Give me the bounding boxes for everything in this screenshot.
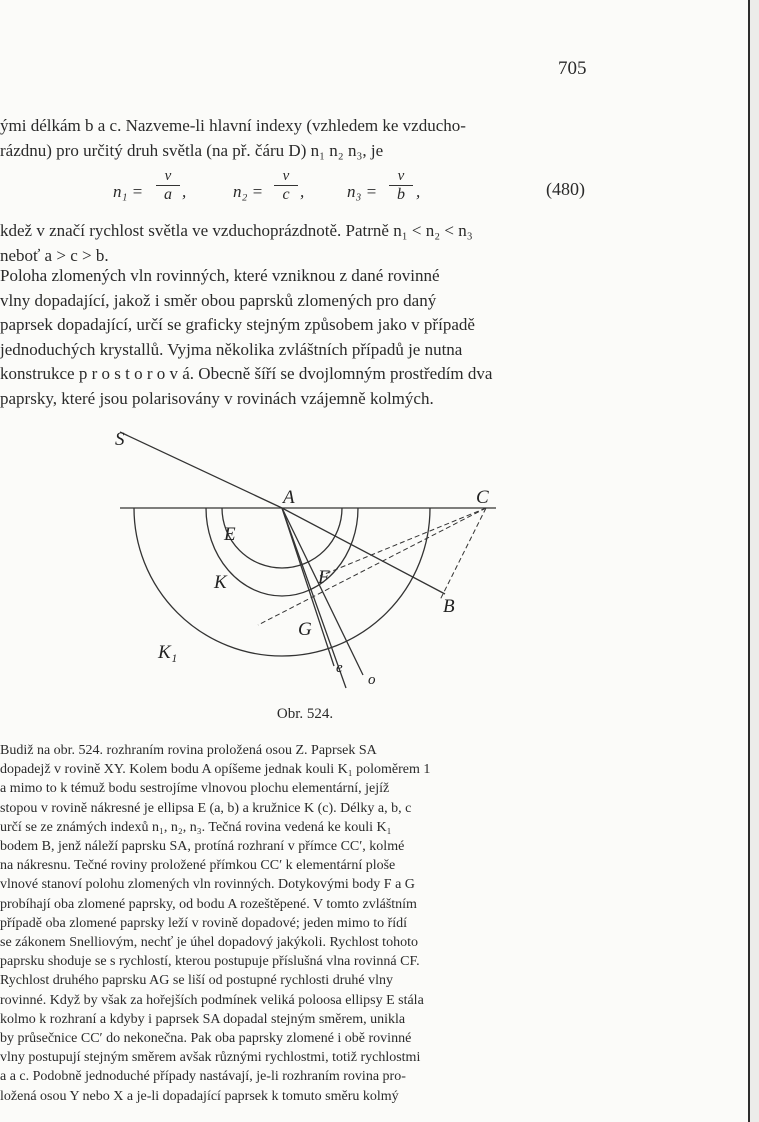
equation-lhs: n₃ = bbox=[347, 182, 378, 201]
equation-separator: , bbox=[416, 182, 421, 201]
tangent-CF bbox=[320, 508, 486, 576]
label-A: A bbox=[283, 487, 295, 508]
text-line: rovinné. Když by však za hořejších podmínek veliká poloosa ellipsy E stála bbox=[0, 992, 424, 1008]
fraction-numerator: v bbox=[397, 168, 405, 184]
label-S: S bbox=[115, 429, 125, 450]
equation-separator: , bbox=[300, 182, 305, 201]
text-line: kolmo k rozhraní a kdyby i paprsek SA dopadal stejným směrem, unikla bbox=[0, 1011, 406, 1027]
text-line: ými délkám b a c. Nazveme-li hlavní indexy (vzhledem ke vzducho- bbox=[0, 116, 466, 135]
text-line: rázdnu) pro určitý druh světla (na př. čáru D) n₁ n₂ n₃, je bbox=[0, 140, 384, 160]
figure-caption bbox=[0, 706, 600, 723]
label-B: B bbox=[443, 596, 455, 617]
page-edge-spine bbox=[748, 0, 759, 1122]
equation-lhs: n₁ = bbox=[113, 182, 144, 201]
equation-fraction bbox=[389, 168, 413, 204]
fraction-denominator: a bbox=[164, 186, 172, 203]
equation-fraction bbox=[156, 168, 180, 204]
label-o: o bbox=[368, 672, 376, 688]
fraction-denominator: c bbox=[282, 186, 290, 203]
text-line: vlny postupují stejným směrem avšak různými rychlostmi, totiž rychlostmi bbox=[0, 1050, 421, 1066]
text-line: konstrukce p r o s t o r o v á. Obecně šíří se dvojlomným prostředím dva bbox=[0, 364, 493, 383]
circle-K-arc bbox=[222, 508, 342, 568]
text-line: paprsku shoduje se s rychlostí, kterou postupuje příslušná vlna rovinná CF. bbox=[0, 954, 420, 970]
text-line: neboť a > c > b. bbox=[0, 245, 109, 265]
equation-lhs: n₂ = bbox=[233, 182, 264, 201]
text-line: kdež v značí rychlost světla ve vzduchoprázdnotě. Patrně n₁ < n₂ < n₃ bbox=[0, 221, 473, 240]
equation-separator: , bbox=[182, 182, 187, 201]
text-line: Poloha zlomených vln rovinných, které vzniknou z dané rovinné bbox=[0, 266, 440, 285]
label-G: G bbox=[298, 619, 312, 640]
text-line: Budiž na obr. 524. rozhraním rovina proložená osou Z. Paprsek SA bbox=[0, 743, 377, 758]
equation-480 bbox=[0, 168, 600, 220]
label-K: K bbox=[214, 572, 227, 593]
text-line: paprsek dopadající, určí se graficky stejným způsobem jako v případě bbox=[0, 315, 475, 334]
equation-fraction bbox=[274, 168, 298, 204]
equation-number: (480) bbox=[546, 179, 585, 199]
text-line: paprsky, které jsou polarisovány v rovinách vzájemně kolmých. bbox=[0, 388, 434, 408]
fraction-numerator: v bbox=[164, 168, 172, 184]
label-F: F bbox=[318, 567, 330, 588]
text-line: Rychlost druhého paprsku AG se liší od postupné rychlosti druhé vlny bbox=[0, 973, 393, 989]
label-C: C bbox=[476, 487, 489, 508]
text-line: bodem B, jenž náleží paprsku SA, protíná rozhraní v přímce CC′, kolmé bbox=[0, 839, 405, 854]
fraction-numerator: v bbox=[282, 168, 290, 184]
text-line: na nákresnu. Tečné roviny proložené přímkou CC′ k elementární ploše bbox=[0, 858, 396, 874]
page-number: 705 bbox=[558, 58, 587, 79]
text-line: případě oba zlomené paprsky leží v rovině dopadové; jeden mimo to řídí bbox=[0, 915, 408, 931]
text-line: ložená osou Y nebo X a je-li dopadající paprsek k tomuto směru kolmý bbox=[0, 1088, 399, 1104]
label-E: E bbox=[224, 524, 236, 545]
text-line: dopadejž v rovině XY. Kolem bodu A opíšeme jednak kouli K₁ poloměrem 1 bbox=[0, 762, 431, 778]
text-line: probíhají oba zlomené paprsky, od bodu A rozeštěpené. V tomto zvláštním bbox=[0, 896, 417, 912]
tangent-CB bbox=[440, 508, 486, 600]
label-K1: K₁ bbox=[158, 642, 178, 663]
incident-ray-SA bbox=[120, 432, 282, 508]
text-line: se zákonem Snelliovým, nechť je úhel dopadový jakýkoli. Rychlost tohoto bbox=[0, 935, 418, 950]
text-line: stopou v rovině nákresné je ellipsa E (a, b) a kružnice K (c). Délky a, b, c bbox=[0, 800, 412, 816]
text-line: vlny dopadající, jakož i směr obou paprsků zlomených pro daný bbox=[0, 290, 437, 310]
caption-text: Obr. 524. bbox=[276, 706, 334, 722]
text-line: jednoduchých krystallů. Vyjma několika zvláštních případů je nutna bbox=[0, 339, 463, 359]
fraction-denominator: b bbox=[397, 186, 405, 203]
text-line: a mimo to k témuž bodu sestrojíme vlnovou plochu elementární, jejíž bbox=[0, 781, 390, 797]
text-line: by průsečnice CC′ do nekonečna. Pak oba paprsky zlomené i obě rovinné bbox=[0, 1031, 412, 1046]
sphere-K1-arc bbox=[134, 508, 430, 656]
figure-524-refraction-diagram bbox=[100, 408, 520, 698]
text-line: a a c. Podobně jednoduché případy nastávají, je-li rozhraním rovina pro- bbox=[0, 1069, 406, 1085]
text-line: určí se ze známých indexů n₁, n₂, n₃. Tečná rovina vedená ke kouli K₁ bbox=[0, 819, 392, 835]
ellipse-E-arc bbox=[206, 508, 358, 596]
label-e: e bbox=[336, 660, 343, 676]
text-line: vlnové stanoví polohu zlomených vln rovinných. Dotykovými body F a G bbox=[0, 877, 415, 893]
